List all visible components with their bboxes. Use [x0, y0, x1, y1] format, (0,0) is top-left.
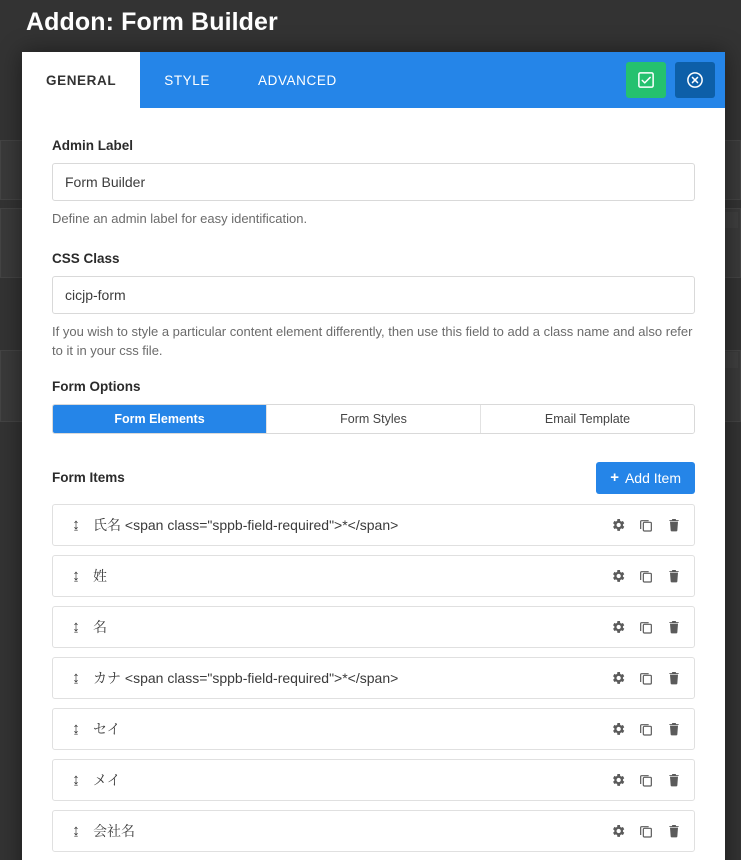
table-row[interactable]: [52, 657, 695, 699]
copy-icon[interactable]: [638, 772, 654, 788]
admin-label-input[interactable]: [52, 163, 695, 201]
row-actions: [610, 619, 682, 635]
gear-icon[interactable]: [610, 721, 626, 737]
plus-icon: +: [610, 469, 619, 487]
admin-label-help: Define an admin label for easy identification.: [52, 211, 308, 226]
trash-icon[interactable]: [666, 568, 682, 584]
trash-icon[interactable]: [666, 517, 682, 533]
admin-label-label: Admin Label: [52, 138, 134, 153]
copy-icon[interactable]: [638, 568, 654, 584]
tab-general[interactable]: GENERAL: [22, 52, 140, 108]
form-options-label: Form Options: [52, 378, 141, 394]
modal-header-actions: [626, 52, 715, 108]
close-circle-icon: [686, 71, 704, 89]
gear-icon[interactable]: [610, 619, 626, 635]
gear-icon[interactable]: [610, 772, 626, 788]
drag-vertical-icon[interactable]: ↨: [72, 567, 80, 585]
page-title: Addon: Form Builder: [26, 8, 278, 36]
list-item-label: セイ: [93, 720, 121, 737]
add-item-label: Add Item: [624, 469, 681, 486]
gear-icon[interactable]: [610, 670, 626, 686]
copy-icon[interactable]: [638, 721, 654, 737]
list-item-label: カナ <span class="sppb-field-required">*</span>: [93, 669, 399, 686]
save-button[interactable]: [626, 62, 666, 98]
list-item-label: メイ: [93, 771, 121, 788]
gear-icon[interactable]: [610, 823, 626, 839]
drag-vertical-icon[interactable]: ↨: [72, 720, 80, 738]
form-items-header: [52, 462, 695, 494]
form-items-title: Form Items: [52, 470, 125, 486]
row-actions: [610, 568, 682, 584]
table-row[interactable]: [52, 606, 695, 648]
gear-icon[interactable]: [610, 517, 626, 533]
drag-vertical-icon[interactable]: ↨: [72, 618, 80, 636]
tab-advanced[interactable]: ADVANCED: [258, 72, 337, 88]
form-items-list: [52, 504, 695, 852]
list-item-label: 氏名 <span class="sppb-field-required">*</span>: [93, 516, 399, 533]
drag-vertical-icon[interactable]: ↨: [72, 771, 80, 789]
table-row[interactable]: [52, 708, 695, 750]
check-square-icon: [637, 71, 655, 89]
table-row[interactable]: [52, 759, 695, 801]
trash-icon[interactable]: [666, 721, 682, 737]
drag-vertical-icon[interactable]: ↨: [72, 669, 80, 687]
row-actions: [610, 670, 682, 686]
row-actions: [610, 721, 682, 737]
segment-form-elements[interactable]: Form Elements: [53, 405, 267, 433]
add-item-button[interactable]: [596, 462, 695, 494]
form-options-segmented: [52, 404, 695, 434]
list-item-label: 名: [93, 618, 107, 635]
drag-vertical-icon[interactable]: ↨: [72, 822, 80, 840]
copy-icon[interactable]: [638, 619, 654, 635]
row-actions: [610, 772, 682, 788]
copy-icon[interactable]: [638, 670, 654, 686]
modal-body: [22, 108, 725, 852]
css-class-input[interactable]: [52, 276, 695, 314]
close-button[interactable]: [675, 62, 715, 98]
drag-vertical-icon[interactable]: ↨: [72, 516, 80, 534]
row-actions: [610, 517, 682, 533]
row-actions: [610, 823, 682, 839]
css-class-help: If you wish to style a particular content element differently, then use this field to add a class name and also refer to it in your css file.: [52, 323, 693, 358]
trash-icon[interactable]: [666, 772, 682, 788]
trash-icon[interactable]: [666, 670, 682, 686]
modal-header: [22, 52, 725, 108]
segment-email-template[interactable]: Email Template: [481, 405, 694, 433]
table-row[interactable]: [52, 504, 695, 546]
addon-modal: [22, 52, 725, 860]
trash-icon[interactable]: [666, 619, 682, 635]
copy-icon[interactable]: [638, 823, 654, 839]
copy-icon[interactable]: [638, 517, 654, 533]
list-item-label: 姓: [93, 567, 107, 584]
segment-form-styles[interactable]: Form Styles: [267, 405, 481, 433]
css-class-label: CSS Class: [52, 250, 120, 266]
table-row[interactable]: [52, 810, 695, 852]
gear-icon[interactable]: [610, 568, 626, 584]
tab-style[interactable]: STYLE: [164, 72, 210, 88]
table-row[interactable]: [52, 555, 695, 597]
trash-icon[interactable]: [666, 823, 682, 839]
list-item-label: 会社名: [93, 822, 135, 839]
